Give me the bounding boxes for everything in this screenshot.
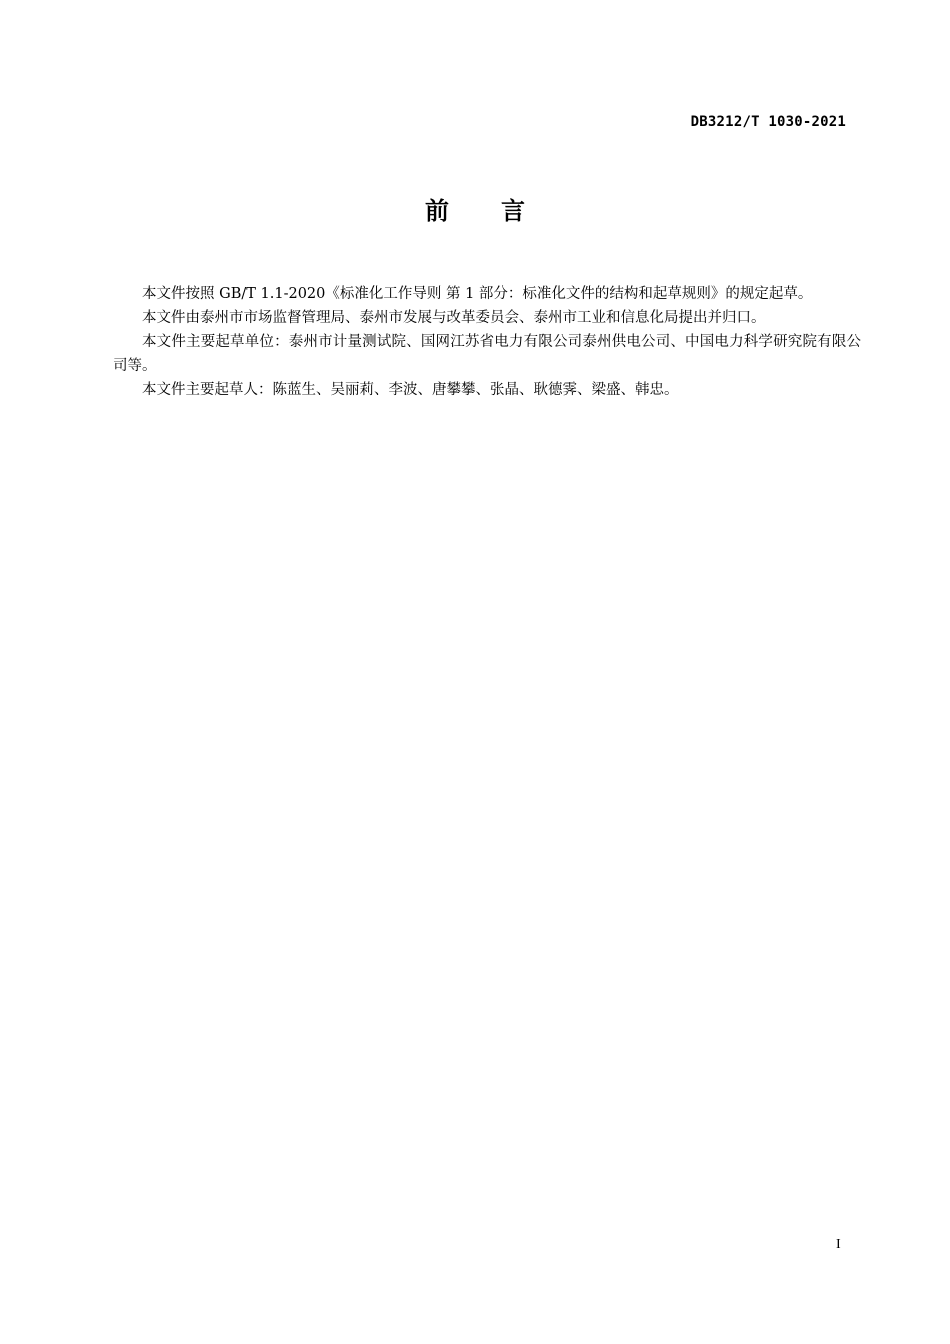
page-number: I xyxy=(836,1237,841,1252)
title-char-2: 言 xyxy=(501,197,525,225)
title-char-1: 前 xyxy=(425,197,449,225)
page-title xyxy=(0,194,950,228)
preface-body xyxy=(113,282,861,402)
document-code: DB3212/T 1030-2021 xyxy=(690,114,846,130)
paragraph-proposer: 本文件由泰州市市场监督管理局、泰州市发展与改革委员会、泰州市工业和信息化局提出并归口。 xyxy=(142,310,766,326)
paragraph-drafting-units: 本文件主要起草单位：泰州市计量测试院、国网江苏省电力有限公司泰州供电公司、中国电力科学研究院有限公司等。 xyxy=(113,334,861,374)
paragraph-drafting-rules: 本文件按照 GB/T 1.1-2020《标准化工作导则 第 1 部分：标准化文件的结构和起草规则》的规定起草。 xyxy=(142,286,813,302)
paragraph-drafters: 本文件主要起草人：陈蓝生、吴丽莉、李波、唐攀攀、张晶、耿德霁、梁盛、韩忠。 xyxy=(142,382,679,398)
